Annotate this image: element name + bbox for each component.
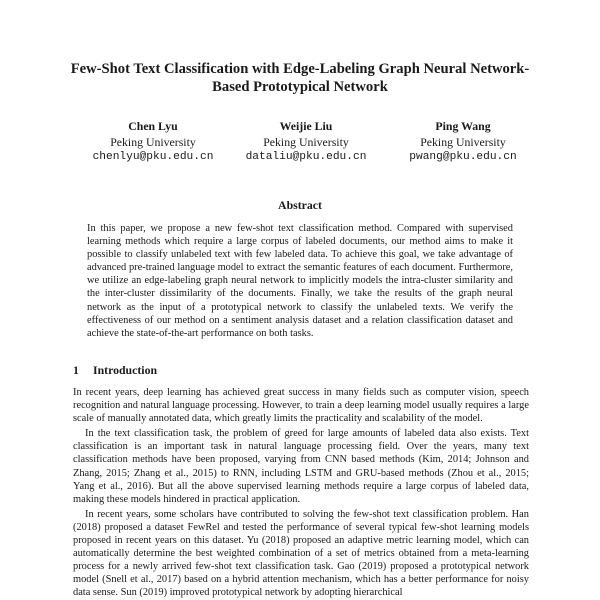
author-name: Weijie Liu xyxy=(279,119,333,133)
abstract-heading: Abstract xyxy=(278,198,322,212)
author-name: Ping Wang xyxy=(435,119,491,133)
author-email: dataliu@pku.edu.cn xyxy=(245,151,367,163)
abstract-text: In this paper, we propose a new few-shot text classification method. Compared with supervised learning methods which require a large corpus of labeled documents, our method aims to make it possible to classify unlabeled text with few labeled data. To achieve this goal, we take advantage of advanced pre-trained language model to extract the semantic features of each document. Furthermore, we utilize an edge-labeling graph neural network to implicitly models the intra-cluster similarity and the inter-cluster dissimilarity of the documents. Finally, we take the results of the graph neural network as the input of a prototypical network to classify the unlabeled texts. We verify the effectiveness of our method on a sentiment analysis dataset and a relation classification dataset and achieve the state-of-the-art performance on both tasks. xyxy=(87,223,513,339)
section-number: 1 xyxy=(73,363,79,377)
author-name: Chen Lyu xyxy=(128,119,178,133)
author-block xyxy=(221,119,391,166)
author-affiliation: Peking University xyxy=(420,134,506,149)
paper-title: Few-Shot Text Classification with Edge-Labeling Graph Neural Network-Based Prototypical Network xyxy=(70,61,530,95)
author-affiliation: Peking University xyxy=(263,134,349,149)
section-heading xyxy=(73,363,157,378)
section-body xyxy=(73,386,529,600)
author-affiliation: Peking University xyxy=(110,134,196,149)
author-block xyxy=(378,119,548,166)
author-email: chenlyu@pku.edu.cn xyxy=(92,151,214,163)
body-paragraph: In recent years, some scholars have contributed to solving the few-shot text classification problem. Han (2018) proposed a dataset FewRel and tested the performance of several typical few-shot learning models proposed in recent years on this dataset. Yu (2018) proposed an adaptive metric learning model, which can automatically determine the best weighted combination of a set of metrics obtained from a meta-learning process for a newly arrived few-shot text classification task. Gao (2019) proposed a prototypical network model (Snell et al., 2017) based on a hybrid attention mechanism, which has a better performance for noisy data sense. Sun (2019) improved prototypical network by adopting hierarchical xyxy=(73,508,529,599)
body-paragraph: In the text classification task, the problem of greed for large amounts of labeled data also exists. Text classification is an important task in natural language processing field. Over the years, many text classification methods have been proposed, varying from CNN based methods (Kim, 2014; Johnson and Zhang, 2015; Zhang et al., 2015) to RNN, including LSTM and GRU-based methods (Zhou et al., 2015; Yang et al., 2016). But all the above supervised learning methods require a large corpus of labeled data, making these models hindered in practical application. xyxy=(73,428,529,505)
body-paragraph: In recent years, deep learning has achieved great success in many fields such as computer vision, speech recognition and natural language processing. However, to train a deep learning model usually requires a large scale of manually annotated data, which greatly limits the practicality and scalability of the model. xyxy=(73,387,529,425)
author-block xyxy=(68,119,238,166)
author-email: pwang@pku.edu.cn xyxy=(409,151,517,163)
section-title: Introduction xyxy=(93,363,158,377)
